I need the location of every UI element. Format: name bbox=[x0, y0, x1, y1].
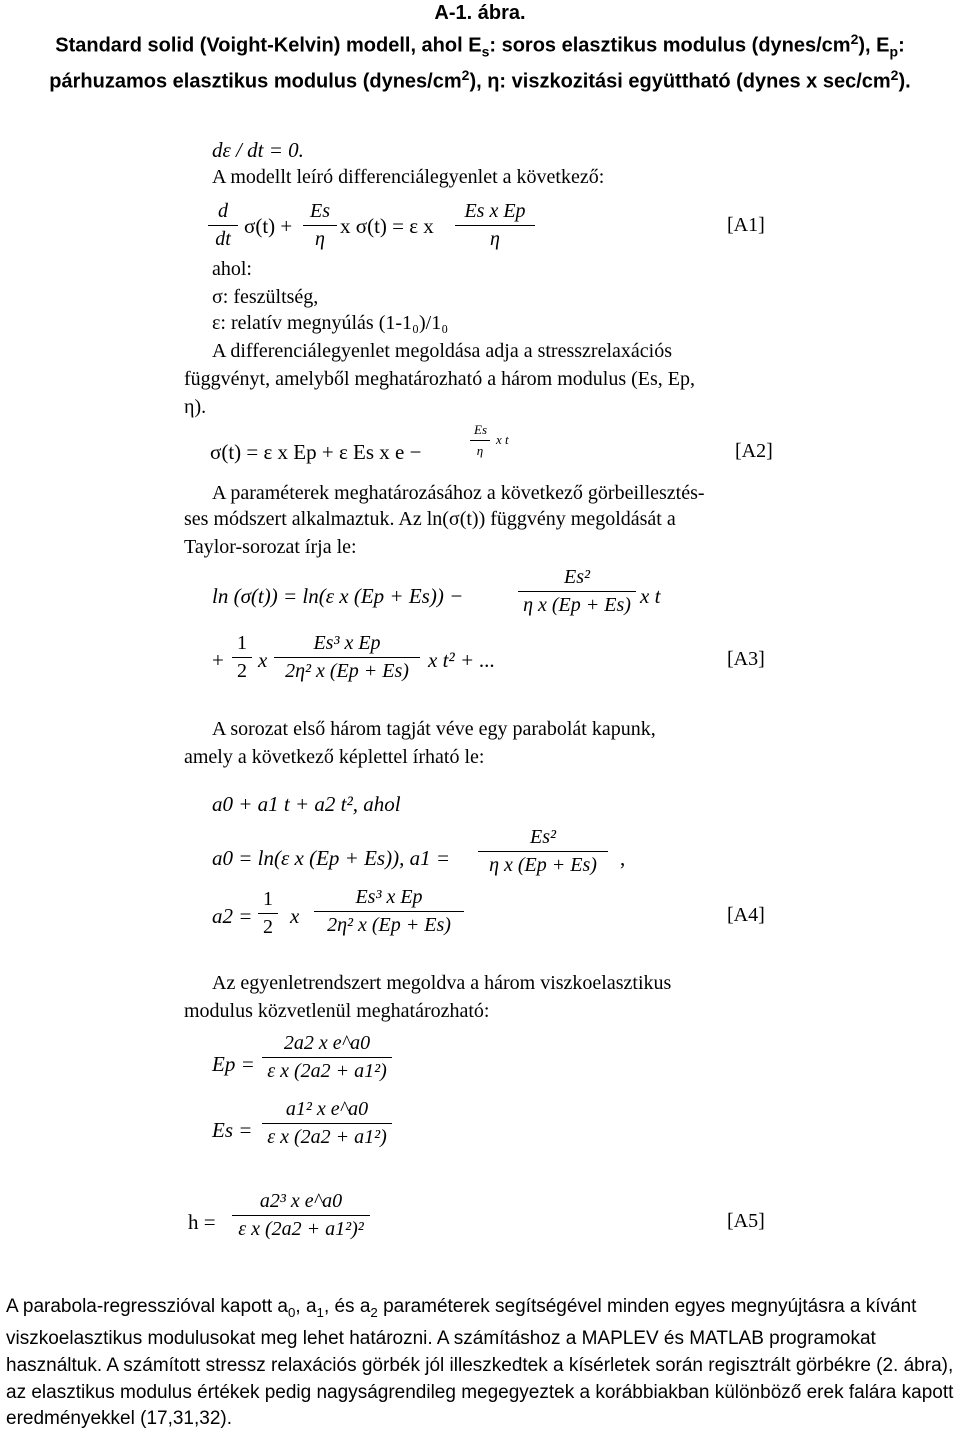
para1-line3: η). bbox=[184, 396, 207, 418]
a1-frac-es-eta: $\frac{Es}{\eta}$ bbox=[303, 200, 337, 251]
tag-a5: [A5] bbox=[727, 1210, 765, 1232]
tag-a3: [A3] bbox=[727, 648, 765, 670]
figure-caption: Standard solid (Voight-Kelvin) modell, ahol $E_s$: soros elasztikus modulus $(dynes/cm^2)$, $E_p$: párhuzamos elasztikus modulus $(dynes/cm^2)$, η: viszkozitási együttható (dynes x $\sec/cm^2$). bbox=[49, 31, 911, 93]
a1-derivative: $\frac{d}{dt}$ bbox=[208, 200, 238, 251]
a4-a1-frac: $\frac{\text{Es²}}{\text{η x (Ep + Es)}}$ bbox=[478, 826, 608, 877]
a1-frac-esep-eta: $\frac{\text{Es x Ep}}{\eta}$ bbox=[455, 200, 535, 251]
a4-line1: a0 + a1 t + a2 t², ahol bbox=[212, 792, 401, 816]
tag-a2: [A2] bbox=[735, 440, 773, 462]
a3-plus: + bbox=[212, 648, 224, 672]
a3-f2-tail: x t² + ... bbox=[428, 648, 496, 672]
para4-line1: Az egyenletrendszert megoldva a három viszkoelasztikus bbox=[212, 972, 672, 994]
epsilon-def: ε: relatív megnyúlás (1-1₀)/1₀ bbox=[212, 312, 449, 334]
para2-line3: Taylor-sorozat írja le: bbox=[184, 536, 357, 558]
a5-h-lhs: h = bbox=[188, 1210, 216, 1234]
intro-diffeq: A modellt leíró differenciálegyenlet a következő: bbox=[212, 166, 605, 188]
para2-line2: ses módszert alkalmaztuk. Az ln(σ(t)) függvény megoldását a bbox=[184, 508, 676, 530]
para4-line2: modulus közvetlenül meghatározható: bbox=[184, 1000, 490, 1022]
body-paragraph: A parabola-regresszióval kapott $a_0$, $a_1$, és $a_2$ paraméterek segítségével minden egyes megnyújtásra a kívánt viszkoelasztikus modulusokat meg lehet határozni. A számításhoz a MAPLEV és MATLAB programokat használtuk. A számított stressz relaxációs görbék jól illeszkedtek a kísérletek során regisztrált görbékre (2. ábra), az elasztikus modulus értékek pedig nagyságrendileg megegyeztek a korábbiakban különböző erek falára kapott eredményekkel (17,31,32). bbox=[6, 1296, 954, 1430]
a4-a2-frac: $\frac{\text{Es³ x Ep}}{\text{2η² x (Ep + Es)}}$ bbox=[314, 886, 464, 937]
a5-h-frac: $\frac{\text{a2³ x e\textasciicircum{}a0}}{\text{ε x (2a2 + a1²)²}}$ bbox=[232, 1190, 370, 1241]
para1-line2: függvényt, amelyből meghatározható a három modulus (Es, Ep, bbox=[184, 368, 695, 390]
a4-half: $\frac{1}{2}$ bbox=[258, 888, 278, 939]
a4-a0-def: a0 = ln(ε x (Ep + Es)), a1 = bbox=[212, 846, 450, 870]
a1-mid: x σ(t) = ε x bbox=[340, 214, 434, 238]
para1-line1: A differenciálegyenlet megoldása adja a stresszrelaxációs bbox=[212, 340, 672, 362]
eq-a2: σ(t) = ε x Ep + ε Es x e − bbox=[210, 440, 422, 464]
a5-ep-lhs: Ep = bbox=[212, 1052, 255, 1076]
tag-a4: [A4] bbox=[727, 904, 765, 926]
a3-x: x bbox=[258, 648, 268, 672]
a3-lhs: ln (σ(t)) = ln(ε x (Ep + Es)) − bbox=[212, 584, 464, 608]
ahol: ahol: bbox=[212, 258, 252, 280]
para2-line1: A paraméterek meghatározásához a következő görbeillesztés- bbox=[212, 482, 705, 504]
tag-a1: [A1] bbox=[727, 214, 765, 236]
a4-x: x bbox=[290, 904, 300, 928]
a5-es-lhs: Es = bbox=[212, 1118, 253, 1142]
a3-half: $\frac{1}{2}$ bbox=[232, 632, 252, 683]
a4-a2-lhs: a2 = bbox=[212, 904, 253, 928]
figure-label: A-1. ábra. bbox=[434, 2, 526, 24]
a3-f1-tail: x t bbox=[640, 584, 661, 608]
sigma-def: σ: feszültség, bbox=[212, 286, 319, 308]
para3-line2: amely a következő képlettel írható le: bbox=[184, 746, 485, 768]
a2-exp-frac: $\frac{Es}{\eta}$ bbox=[470, 422, 490, 459]
a2-exp-tail: x t bbox=[496, 432, 509, 447]
a3-frac1: $\frac{\text{Es²}}{\text{η x (Ep + Es)}}$ bbox=[518, 566, 636, 617]
a3-frac2: $\frac{\text{Es³ x Ep}}{\text{2η² x (Ep + Es)}}$ bbox=[274, 632, 420, 683]
a5-es-frac: $\frac{\text{a1² x e\textasciicircum{}a0}}{\text{ε x (2a2 + a1²)}}$ bbox=[262, 1098, 392, 1149]
de-dt-line: dε / dt = 0. bbox=[212, 138, 304, 162]
para3-line1: A sorozat első három tagját véve egy parabolát kapunk, bbox=[212, 718, 656, 740]
a4-comma: , bbox=[620, 846, 626, 870]
a5-ep-frac: $\frac{\text{2a2 x e\textasciicircum{}a0}}{\text{ε x (2a2 + a1²)}}$ bbox=[262, 1032, 392, 1083]
a1-sigma: σ(t) + bbox=[244, 214, 293, 238]
